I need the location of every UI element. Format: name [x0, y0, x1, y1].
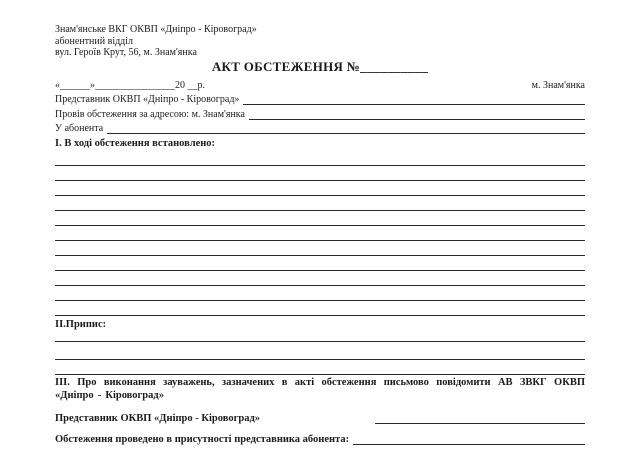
section1-heading: І. В ході обстеження встановлено:	[55, 138, 216, 149]
field-address	[55, 106, 585, 121]
field-representative	[55, 92, 585, 107]
field-subscriber	[55, 121, 585, 136]
form-title: АКТ ОБСТЕЖЕННЯ №__________	[211, 58, 429, 74]
section3-paragraph: ІІІ. Про виконання зауважень, зазначених в акті обстеження письмово повідомити АВ ЗВКГ ОКВП «Дніпро - Кіровоград»	[55, 377, 585, 401]
blank-line	[55, 226, 585, 241]
presence-signature-line	[353, 444, 585, 445]
blank-line	[55, 342, 585, 360]
field-subscriber-label: У абонента	[55, 123, 104, 134]
blank-line	[55, 196, 585, 211]
blank-line	[55, 332, 585, 342]
footer-representative-label: Представник ОКВП «Дніпро - Кіровоград»	[55, 413, 261, 424]
org-header	[55, 24, 585, 59]
field-subscriber-blank	[107, 133, 585, 134]
field-representative-blank	[243, 104, 585, 105]
blank-line	[55, 271, 585, 286]
blank-line	[55, 181, 585, 196]
field-address-label: Провів обстеження за адресою: м. Знам'янка	[55, 108, 245, 120]
representative-signature-line	[375, 423, 585, 424]
footer-presence	[55, 432, 585, 446]
blank-line	[55, 166, 585, 181]
blank-line	[55, 211, 585, 226]
date-row	[55, 79, 585, 92]
field-representative-label: Представник ОКВП «Дніпро - Кіровоград»	[55, 94, 240, 105]
org-name: Знам'янське ВКГ ОКВП «Дніпро - Кіровоград»	[55, 24, 257, 35]
blank-line	[55, 360, 585, 375]
blank-line	[55, 241, 585, 256]
footer-presence-label: Обстеження проведено в присутності представника абонента:	[55, 434, 350, 445]
field-address-blank	[249, 119, 585, 120]
blank-line	[55, 301, 585, 316]
org-department: абонентний відділ	[55, 35, 134, 47]
section2-heading: ІІ.Припис:	[55, 319, 107, 330]
city-label: м. Знам'янка	[531, 79, 585, 91]
blank-line	[55, 286, 585, 301]
section2-blank-lines	[55, 332, 585, 375]
blank-line	[55, 151, 585, 166]
blank-line	[55, 256, 585, 271]
footer-representative	[55, 411, 585, 425]
date-blank-line: «______»________________20 __р.	[55, 79, 205, 91]
section1-blank-lines	[55, 151, 585, 316]
org-address: вул. Героїв Крут, 56, м. Знам'янка	[55, 47, 197, 58]
